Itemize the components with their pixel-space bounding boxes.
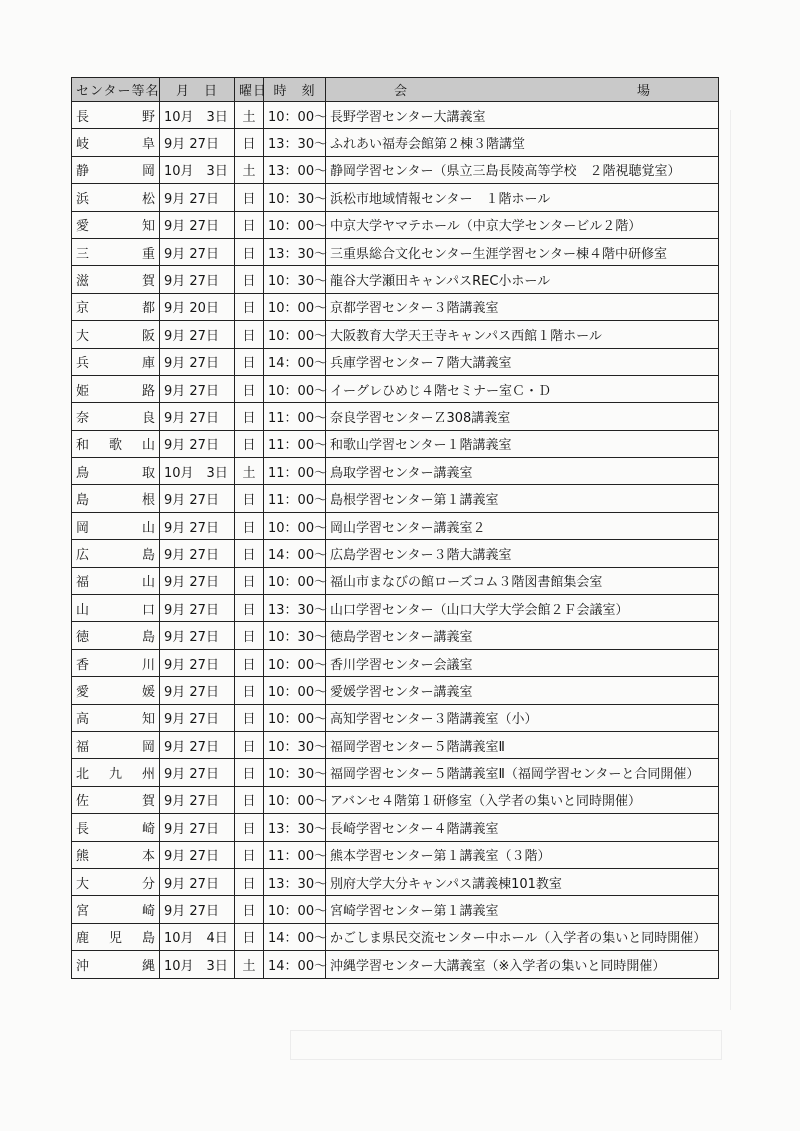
table-row	[72, 814, 719, 841]
center-name-cell: 岐阜	[72, 129, 160, 156]
time-cell: 13：30～	[264, 238, 326, 265]
table-row	[72, 595, 719, 622]
date-cell: 9月 27日	[160, 238, 235, 265]
center-name-cell: 島根	[72, 485, 160, 512]
date-cell: 9月 27日	[160, 841, 235, 868]
day-of-week-cell: 土	[235, 102, 264, 129]
day-of-week-cell: 日	[235, 896, 264, 923]
center-name-cell: 鹿児島	[72, 923, 160, 950]
header-dow: 曜日	[235, 78, 264, 102]
table-row	[72, 512, 719, 539]
venue-cell: アバンセ４階第１研修室（入学者の集いと同時開催）	[326, 786, 719, 813]
venue-cell: 和歌山学習センター１階講義室	[326, 430, 719, 457]
center-name-cell: 鳥取	[72, 458, 160, 485]
venue-cell: 香川学習センター会議室	[326, 649, 719, 676]
center-name-cell: 山口	[72, 595, 160, 622]
header-center: センター等名	[72, 78, 160, 102]
time-cell: 10：00～	[264, 293, 326, 320]
date-cell: 9月 27日	[160, 375, 235, 402]
date-cell: 9月 27日	[160, 266, 235, 293]
venue-cell: 別府大学大分キャンパス講義棟101教室	[326, 868, 719, 895]
date-cell: 9月 27日	[160, 211, 235, 238]
time-cell: 13：30～	[264, 814, 326, 841]
date-cell: 9月 27日	[160, 868, 235, 895]
date-cell: 9月 27日	[160, 540, 235, 567]
venue-cell: 岡山学習センター講義室２	[326, 512, 719, 539]
day-of-week-cell: 日	[235, 704, 264, 731]
header-time: 時 刻	[264, 78, 326, 102]
date-cell: 9月 27日	[160, 814, 235, 841]
time-cell: 10：30～	[264, 184, 326, 211]
date-cell: 9月 27日	[160, 512, 235, 539]
time-cell: 11：00～	[264, 430, 326, 457]
center-name-cell: 熊本	[72, 841, 160, 868]
venue-cell: 浜松市地域情報センター １階ホール	[326, 184, 719, 211]
date-cell: 9月 27日	[160, 595, 235, 622]
center-name-cell: 和歌山	[72, 430, 160, 457]
venue-cell: 山口学習センター（山口大学大学会館２Ｆ会議室）	[326, 595, 719, 622]
day-of-week-cell: 日	[235, 731, 264, 758]
date-cell: 9月 20日	[160, 293, 235, 320]
time-cell: 10：00～	[264, 512, 326, 539]
table-row	[72, 184, 719, 211]
day-of-week-cell: 日	[235, 759, 264, 786]
time-cell: 10：00～	[264, 704, 326, 731]
day-of-week-cell: 日	[235, 266, 264, 293]
table-row	[72, 293, 719, 320]
time-cell: 13：30～	[264, 595, 326, 622]
header-date: 月 日	[160, 78, 235, 102]
time-cell: 10：00～	[264, 786, 326, 813]
date-cell: 9月 27日	[160, 731, 235, 758]
time-cell: 13：00～	[264, 156, 326, 183]
day-of-week-cell: 土	[235, 156, 264, 183]
time-cell: 10：00～	[264, 649, 326, 676]
show-through-decoration	[290, 1030, 722, 1060]
time-cell: 10：30～	[264, 759, 326, 786]
table-row	[72, 540, 719, 567]
table-row	[72, 102, 719, 129]
time-cell: 10：00～	[264, 896, 326, 923]
venue-cell: 福山市まなびの館ローズコム３階図書館集会室	[326, 567, 719, 594]
table-row	[72, 238, 719, 265]
date-cell: 9月 27日	[160, 567, 235, 594]
day-of-week-cell: 日	[235, 595, 264, 622]
day-of-week-cell: 日	[235, 567, 264, 594]
table-row	[72, 485, 719, 512]
header-venue	[326, 78, 719, 102]
time-cell: 14：00～	[264, 540, 326, 567]
header-venue-right: 場	[637, 84, 651, 99]
date-cell: 9月 27日	[160, 403, 235, 430]
time-cell: 10：00～	[264, 102, 326, 129]
day-of-week-cell: 日	[235, 129, 264, 156]
table-row	[72, 321, 719, 348]
date-cell: 10月 3日	[160, 951, 235, 978]
table-row	[72, 348, 719, 375]
venue-cell: 福岡学習センター５階講義室Ⅱ	[326, 731, 719, 758]
table-row	[72, 375, 719, 402]
date-cell: 9月 27日	[160, 348, 235, 375]
center-name-cell: 姫路	[72, 375, 160, 402]
center-name-cell: 沖縄	[72, 951, 160, 978]
venue-cell: 鳥取学習センター講義室	[326, 458, 719, 485]
center-name-cell: 愛知	[72, 211, 160, 238]
table-row	[72, 403, 719, 430]
date-cell: 9月 27日	[160, 184, 235, 211]
center-name-cell: 兵庫	[72, 348, 160, 375]
date-cell: 10月 4日	[160, 923, 235, 950]
day-of-week-cell: 日	[235, 677, 264, 704]
table-row	[72, 129, 719, 156]
table-row	[72, 923, 719, 950]
center-name-cell: 福山	[72, 567, 160, 594]
time-cell: 10：00～	[264, 375, 326, 402]
table-row	[72, 649, 719, 676]
venue-cell: 高知学習センター３階講義室（小）	[326, 704, 719, 731]
date-cell: 9月 27日	[160, 896, 235, 923]
table-row	[72, 211, 719, 238]
center-name-cell: 滋賀	[72, 266, 160, 293]
center-name-cell: 奈良	[72, 403, 160, 430]
day-of-week-cell: 日	[235, 348, 264, 375]
venue-cell: 徳島学習センター講義室	[326, 622, 719, 649]
venue-cell: イーグレひめじ４階セミナー室Ｃ・Ｄ	[326, 375, 719, 402]
center-name-cell: 福岡	[72, 731, 160, 758]
center-name-cell: 三重	[72, 238, 160, 265]
day-of-week-cell: 日	[235, 814, 264, 841]
day-of-week-cell: 日	[235, 375, 264, 402]
time-cell: 11：00～	[264, 485, 326, 512]
table-row	[72, 156, 719, 183]
venue-cell: 熊本学習センター第１講義室（３階）	[326, 841, 719, 868]
date-cell: 9月 27日	[160, 759, 235, 786]
time-cell: 13：30～	[264, 129, 326, 156]
center-name-cell: 岡山	[72, 512, 160, 539]
day-of-week-cell: 日	[235, 868, 264, 895]
schedule-table	[71, 77, 719, 979]
day-of-week-cell: 日	[235, 238, 264, 265]
table-row	[72, 567, 719, 594]
time-cell: 10：30～	[264, 622, 326, 649]
date-cell: 10月 3日	[160, 102, 235, 129]
center-name-cell: 徳島	[72, 622, 160, 649]
venue-cell: ふれあい福寿会館第２棟３階講堂	[326, 129, 719, 156]
date-cell: 9月 27日	[160, 649, 235, 676]
venue-cell: 大阪教育大学天王寺キャンパス西館１階ホール	[326, 321, 719, 348]
table-row	[72, 868, 719, 895]
venue-cell: 沖縄学習センター大講義室（※入学者の集いと同時開催）	[326, 951, 719, 978]
center-name-cell: 大阪	[72, 321, 160, 348]
day-of-week-cell: 日	[235, 430, 264, 457]
table-row	[72, 786, 719, 813]
venue-cell: 広島学習センター３階大講義室	[326, 540, 719, 567]
day-of-week-cell: 日	[235, 293, 264, 320]
center-name-cell: 長崎	[72, 814, 160, 841]
day-of-week-cell: 日	[235, 321, 264, 348]
time-cell: 11：00～	[264, 841, 326, 868]
date-cell: 9月 27日	[160, 129, 235, 156]
date-cell: 10月 3日	[160, 458, 235, 485]
table-header-row	[72, 78, 719, 102]
center-name-cell: 浜松	[72, 184, 160, 211]
day-of-week-cell: 日	[235, 622, 264, 649]
time-cell: 14：00～	[264, 348, 326, 375]
time-cell: 14：00～	[264, 951, 326, 978]
day-of-week-cell: 土	[235, 458, 264, 485]
center-name-cell: 宮崎	[72, 896, 160, 923]
venue-cell: 京都学習センター３階講義室	[326, 293, 719, 320]
table-row	[72, 951, 719, 978]
venue-cell: かごしま県民交流センター中ホール（入学者の集いと同時開催）	[326, 923, 719, 950]
center-name-cell: 京都	[72, 293, 160, 320]
table-row	[72, 704, 719, 731]
show-through-decoration	[730, 110, 791, 1010]
time-cell: 10：00～	[264, 567, 326, 594]
time-cell: 10：00～	[264, 211, 326, 238]
day-of-week-cell: 日	[235, 512, 264, 539]
venue-cell: 長崎学習センター４階講義室	[326, 814, 719, 841]
schedule-rows	[72, 102, 719, 979]
date-cell: 10月 3日	[160, 156, 235, 183]
center-name-cell: 静岡	[72, 156, 160, 183]
center-name-cell: 香川	[72, 649, 160, 676]
center-name-cell: 長野	[72, 102, 160, 129]
venue-cell: 福岡学習センター５階講義室Ⅱ（福岡学習センターと合同開催）	[326, 759, 719, 786]
day-of-week-cell: 日	[235, 403, 264, 430]
time-cell: 11：00～	[264, 458, 326, 485]
time-cell: 10：30～	[264, 266, 326, 293]
date-cell: 9月 27日	[160, 485, 235, 512]
header-venue-left: 会	[393, 84, 407, 99]
date-cell: 9月 27日	[160, 704, 235, 731]
center-name-cell: 広島	[72, 540, 160, 567]
time-cell: 14：00～	[264, 923, 326, 950]
venue-cell: 中京大学ヤマテホール（中京大学センタービル２階）	[326, 211, 719, 238]
date-cell: 9月 27日	[160, 622, 235, 649]
time-cell: 10：00～	[264, 677, 326, 704]
time-cell: 10：00～	[264, 321, 326, 348]
venue-cell: 兵庫学習センター７階大講義室	[326, 348, 719, 375]
date-cell: 9月 27日	[160, 786, 235, 813]
venue-cell: 龍谷大学瀬田キャンパスREC小ホール	[326, 266, 719, 293]
venue-cell: 長野学習センター大講義室	[326, 102, 719, 129]
day-of-week-cell: 土	[235, 951, 264, 978]
center-name-cell: 大分	[72, 868, 160, 895]
date-cell: 9月 27日	[160, 677, 235, 704]
table-row	[72, 677, 719, 704]
table-row	[72, 841, 719, 868]
venue-cell: 奈良学習センターＺ308講義室	[326, 403, 719, 430]
table-row	[72, 266, 719, 293]
date-cell: 9月 27日	[160, 430, 235, 457]
day-of-week-cell: 日	[235, 923, 264, 950]
center-name-cell: 北九州	[72, 759, 160, 786]
table-row	[72, 731, 719, 758]
day-of-week-cell: 日	[235, 184, 264, 211]
day-of-week-cell: 日	[235, 786, 264, 813]
table-row	[72, 458, 719, 485]
table-row	[72, 430, 719, 457]
time-cell: 11：00～	[264, 403, 326, 430]
day-of-week-cell: 日	[235, 485, 264, 512]
table-row	[72, 759, 719, 786]
day-of-week-cell: 日	[235, 649, 264, 676]
day-of-week-cell: 日	[235, 841, 264, 868]
venue-cell: 静岡学習センター（県立三島長陵高等学校 ２階視聴覚室）	[326, 156, 719, 183]
table-row	[72, 622, 719, 649]
date-cell: 9月 27日	[160, 321, 235, 348]
center-name-cell: 佐賀	[72, 786, 160, 813]
time-cell: 13：30～	[264, 868, 326, 895]
venue-cell: 愛媛学習センター講義室	[326, 677, 719, 704]
day-of-week-cell: 日	[235, 211, 264, 238]
center-name-cell: 愛媛	[72, 677, 160, 704]
venue-cell: 島根学習センター第１講義室	[326, 485, 719, 512]
day-of-week-cell: 日	[235, 540, 264, 567]
table-row	[72, 896, 719, 923]
center-name-cell: 高知	[72, 704, 160, 731]
venue-cell: 三重県総合文化センター生涯学習センター棟４階中研修室	[326, 238, 719, 265]
venue-cell: 宮崎学習センター第１講義室	[326, 896, 719, 923]
time-cell: 10：30～	[264, 731, 326, 758]
